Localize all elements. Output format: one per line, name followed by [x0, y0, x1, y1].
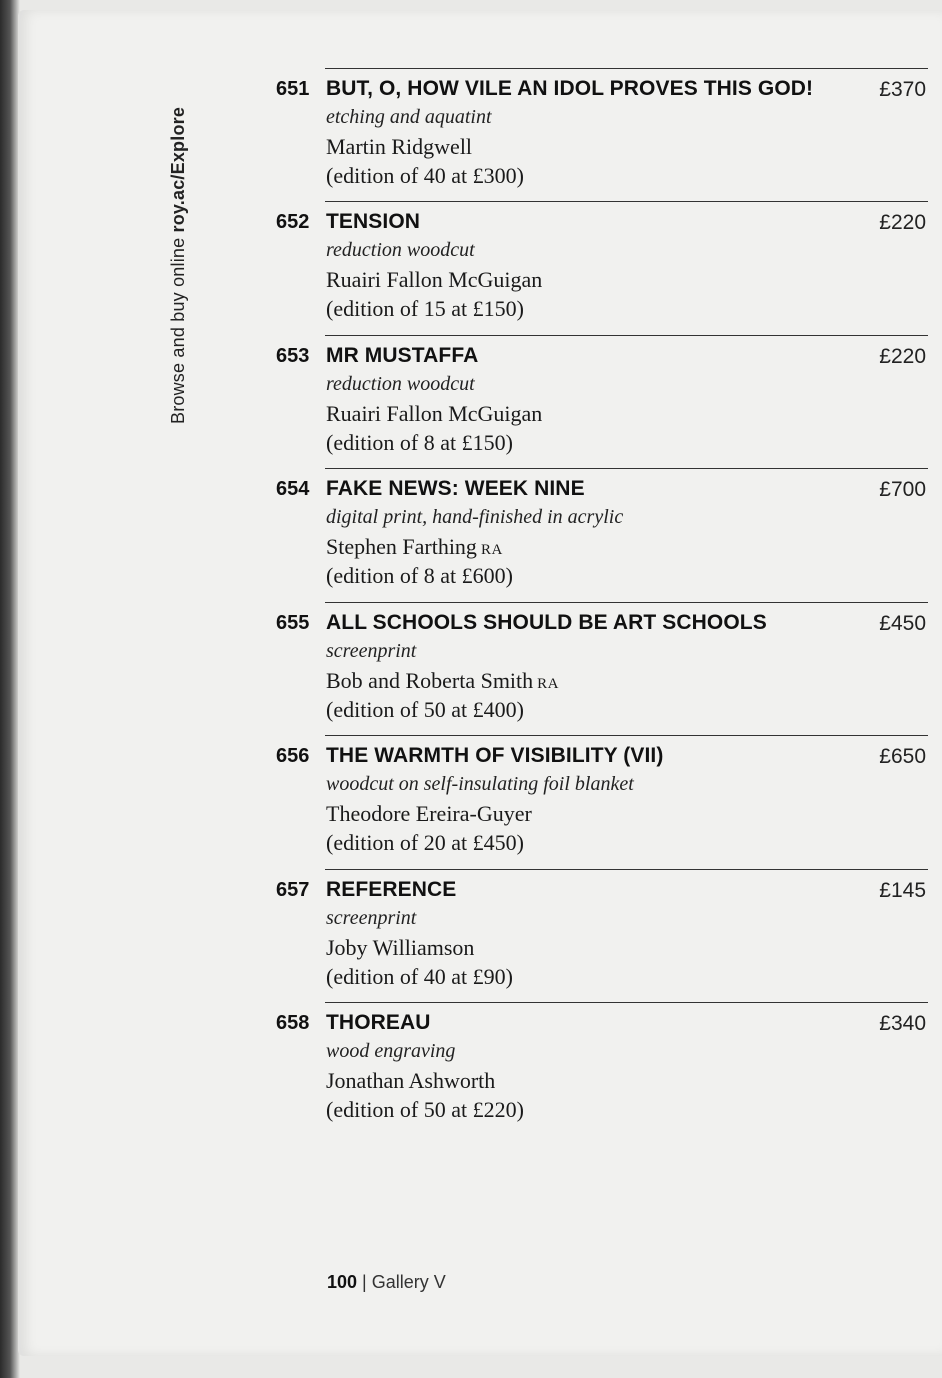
artist-name: Bob and Roberta Smith — [326, 668, 534, 693]
catalogue-entry — [0, 1002, 942, 1135]
sidebar-link[interactable]: roy.ac/Explore — [168, 106, 188, 233]
ra-suffix: RA — [480, 542, 503, 558]
entry-divider — [325, 602, 928, 603]
gallery-name: Gallery V — [371, 1272, 446, 1292]
page-footer — [327, 1272, 446, 1293]
entry-title: REFERENCE — [326, 878, 457, 901]
entry-number: 656 — [276, 745, 310, 767]
artist-name: Theodore Ereira-Guyer — [326, 801, 532, 826]
entry-divider — [325, 335, 928, 336]
entry-medium: wood engraving — [326, 1040, 456, 1062]
catalogue-entry — [0, 68, 942, 201]
catalogue-entry — [0, 869, 942, 1002]
entry-divider — [325, 735, 928, 736]
entry-title: THOREAU — [326, 1011, 431, 1034]
catalogue-entry — [0, 735, 942, 868]
artist-name: Martin Ridgwell — [326, 134, 473, 159]
entry-edition: (edition of 40 at £90) — [326, 964, 513, 989]
entry-artist — [326, 935, 478, 961]
entry-artist — [326, 267, 546, 293]
entry-medium: digital print, hand-finished in acrylic — [326, 506, 624, 528]
catalogue-entry — [0, 602, 942, 735]
entry-price: £220 — [879, 211, 926, 234]
entry-medium: screenprint — [326, 907, 417, 929]
entry-divider — [325, 1002, 928, 1003]
entry-artist — [326, 1068, 499, 1094]
entry-medium: woodcut on self-insulating foil blanket — [326, 773, 634, 795]
entry-title: MR MUSTAFFA — [326, 344, 479, 367]
entry-price: £340 — [879, 1012, 926, 1035]
entry-divider — [325, 201, 928, 202]
entry-price: £145 — [879, 879, 926, 902]
entry-number: 653 — [276, 345, 310, 367]
artist-name: Stephen Farthing — [326, 534, 477, 559]
entry-artist — [326, 401, 546, 427]
entry-number: 657 — [276, 879, 310, 901]
artist-name: Ruairi Fallon McGuigan — [326, 267, 543, 292]
entry-artist — [326, 668, 559, 694]
entry-medium: reduction woodcut — [326, 239, 475, 261]
artist-name: Joby Williamson — [326, 935, 475, 960]
entry-edition: (edition of 50 at £400) — [326, 697, 524, 722]
entry-divider — [325, 468, 928, 469]
entry-edition: (edition of 8 at £150) — [326, 430, 513, 455]
entry-medium: reduction woodcut — [326, 373, 475, 395]
entry-number: 651 — [276, 78, 310, 100]
entry-price: £650 — [879, 745, 926, 768]
entry-edition: (edition of 8 at £600) — [326, 563, 513, 588]
entry-price: £370 — [879, 78, 926, 101]
entry-number: 654 — [276, 478, 310, 500]
entry-artist — [326, 801, 536, 827]
entry-title: FAKE NEWS: WEEK NINE — [326, 477, 585, 500]
entry-edition: (edition of 15 at £150) — [326, 296, 524, 321]
ra-suffix: RA — [537, 676, 559, 692]
entry-artist — [326, 534, 503, 560]
entry-price: £220 — [879, 345, 926, 368]
artist-name: Ruairi Fallon McGuigan — [326, 401, 543, 426]
entry-divider — [325, 869, 928, 870]
entry-price: £450 — [879, 612, 926, 635]
entry-edition: (edition of 20 at £450) — [326, 830, 524, 855]
entry-edition: (edition of 50 at £220) — [326, 1097, 524, 1122]
entry-medium: screenprint — [326, 640, 417, 662]
entry-number: 658 — [276, 1012, 310, 1034]
entry-edition: (edition of 40 at £300) — [326, 163, 524, 188]
entry-price: £700 — [879, 478, 926, 501]
entry-title: ALL SCHOOLS SHOULD BE ART SCHOOLS — [326, 611, 767, 634]
entry-title: THE WARMTH OF VISIBILITY (VII) — [326, 744, 664, 767]
footer-separator: | — [357, 1272, 372, 1292]
entry-medium: etching and aquatint — [326, 106, 492, 128]
catalogue-entry — [0, 335, 942, 468]
entry-title: TENSION — [326, 210, 421, 233]
page-number: 100 — [327, 1272, 358, 1292]
entry-number: 652 — [276, 211, 310, 233]
entry-artist — [326, 134, 476, 160]
artist-name: Jonathan Ashworth — [326, 1068, 496, 1093]
entry-number: 655 — [276, 612, 310, 634]
sidebar-prefix: Browse and buy online — [168, 232, 188, 424]
catalogue-entry — [0, 468, 942, 601]
catalogue-entry — [0, 201, 942, 334]
entry-title: BUT, O, HOW VILE AN IDOL PROVES THIS GOD! — [326, 77, 814, 100]
